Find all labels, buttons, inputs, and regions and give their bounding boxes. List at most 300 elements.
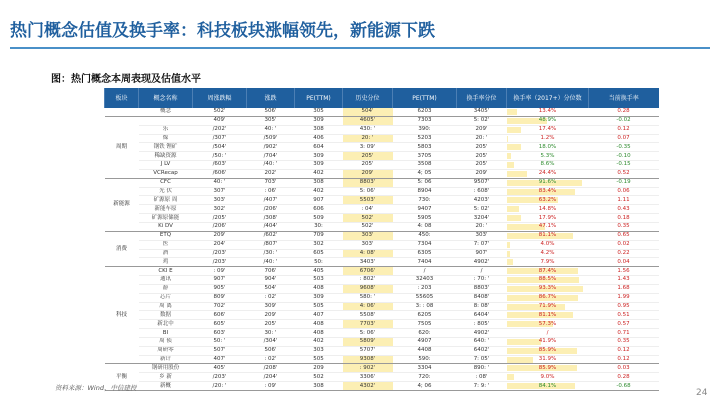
value-cell: 30:: [295, 222, 343, 231]
value-cell: 580: ': [343, 293, 393, 302]
value-cell: 6706': [343, 267, 393, 276]
turnover-percentile-cell: [507, 116, 589, 125]
value-cell: 407': [193, 355, 247, 364]
concept-name-cell: 矿源原储能: [139, 214, 193, 223]
value-cell: 5203: [393, 134, 457, 143]
value-cell: 40: ': [193, 178, 247, 187]
value-cell: 30: ': [247, 329, 295, 338]
value-cell: 20: ': [457, 222, 507, 231]
value-cell: 9308': [343, 355, 393, 364]
current-turnover-cell: 0.52: [589, 169, 659, 178]
value-cell: 5: 02': [457, 205, 507, 214]
value-cell: 7: 9: ': [457, 382, 507, 391]
value-cell: 209': [343, 169, 393, 178]
table-row[interactable]: [105, 196, 659, 205]
current-turnover-cell: 0.03: [589, 364, 659, 373]
value-cell: 408: [295, 320, 343, 329]
value-cell: 209': [193, 231, 247, 240]
value-cell: 4: 06': [343, 302, 393, 311]
value-cell: 590:: [393, 355, 457, 364]
concept-name-cell: 乡 新: [139, 373, 193, 382]
current-turnover-cell: 0.43: [589, 205, 659, 214]
value-cell: 3705: [393, 152, 457, 161]
turnover-percentile-cell: [507, 222, 589, 231]
turnover-percentile-cell: [507, 240, 589, 249]
value-cell: : 08': [457, 373, 507, 382]
value-cell: 402: [295, 337, 343, 346]
percentile-text: /: [546, 329, 549, 336]
table-row[interactable]: [105, 320, 659, 329]
current-turnover-cell: 0.02: [589, 240, 659, 249]
percentile-text: 4.0%: [540, 241, 555, 248]
turnover-percentile-cell: [507, 337, 589, 346]
value-cell: 604: [295, 143, 343, 152]
percentile-text: 91.6%: [538, 179, 557, 186]
concept-name-cell: 医: [139, 240, 193, 249]
percentile-text: 47.1%: [538, 223, 557, 230]
value-cell: 605: [295, 249, 343, 258]
table-body: [105, 108, 659, 391]
concept-valuation-table: [104, 88, 659, 391]
value-cell: 5: 06': [343, 187, 393, 196]
value-cell: 308: [295, 382, 343, 391]
table-row[interactable]: [105, 125, 659, 134]
concept-name-cell: J LV: [139, 161, 193, 170]
value-cell: 8904: [393, 187, 457, 196]
value-cell: 7505: [393, 320, 457, 329]
concept-name-cell: VCRecap: [139, 169, 193, 178]
turnover-percentile-cell: [507, 373, 589, 382]
value-cell: 407: [295, 311, 343, 320]
table-row[interactable]: [105, 178, 659, 187]
percentile-text: 31.9%: [538, 356, 557, 363]
column-header[interactable]: 换手率分位: [457, 88, 507, 108]
value-cell: /30: ': [247, 249, 295, 258]
percentile-text: 85.9%: [538, 347, 557, 354]
value-cell: 706': [247, 267, 295, 276]
sector-cell: 消费: [105, 231, 139, 266]
value-cell: 8803': [457, 284, 507, 293]
value-cell: 205': [457, 152, 507, 161]
column-header[interactable]: 周涨跌幅: [193, 88, 247, 108]
value-cell: 309: [295, 152, 343, 161]
value-cell: 205': [457, 143, 507, 152]
value-cell: /205': [193, 214, 247, 223]
value-cell: 505: [295, 355, 343, 364]
table-row[interactable]: [105, 293, 659, 302]
column-header[interactable]: 换手率（2017+）分位数: [507, 88, 589, 108]
value-cell: 205': [457, 161, 507, 170]
table-row[interactable]: [105, 329, 659, 338]
table-row[interactable]: [105, 116, 659, 125]
turnover-percentile-cell: [507, 364, 589, 373]
value-cell: 5809': [343, 337, 393, 346]
value-cell: 302': [193, 205, 247, 214]
value-cell: /603': [193, 161, 247, 170]
value-cell: 309: [295, 116, 343, 125]
value-cell: 4: 08': [343, 249, 393, 258]
concept-name-cell: 矿源原 周: [139, 196, 193, 205]
value-cell: 32403: [393, 276, 457, 285]
percentile-bar: [507, 171, 527, 177]
value-cell: 4605': [343, 116, 393, 125]
turnover-percentile-cell: [507, 267, 589, 276]
concept-name-cell: 新概: [139, 382, 193, 391]
value-cell: /203': [193, 373, 247, 382]
value-cell: 9407: [393, 205, 457, 214]
value-cell: 504': [343, 108, 393, 116]
value-cell: 703': [247, 178, 295, 187]
value-cell: /206': [247, 205, 295, 214]
turnover-percentile-cell: [507, 196, 589, 205]
percentile-text: 9.0%: [540, 373, 555, 380]
value-cell: 8803': [343, 178, 393, 187]
value-cell: /: [457, 267, 507, 276]
value-cell: /902': [247, 143, 295, 152]
table-row[interactable]: [105, 373, 659, 382]
table-row[interactable]: [105, 152, 659, 161]
table-row[interactable]: [105, 169, 659, 178]
value-cell: : 09': [247, 382, 295, 391]
value-cell: 507': [193, 346, 247, 355]
value-cell: 6305: [393, 249, 457, 258]
value-cell: 305: [295, 108, 343, 116]
current-turnover-cell: 1.43: [589, 276, 659, 285]
value-cell: 502: [295, 373, 343, 382]
table-row[interactable]: [105, 346, 659, 355]
value-cell: 55605: [393, 293, 457, 302]
figure-caption: 图：热门概念本周表现及估值水平: [51, 74, 201, 85]
turnover-percentile-cell: [507, 178, 589, 187]
table-row[interactable]: [105, 231, 659, 240]
table-row[interactable]: [105, 108, 659, 116]
value-cell: 209': [247, 311, 295, 320]
value-cell: 8408': [457, 293, 507, 302]
concept-name-cell: 周 侦: [139, 337, 193, 346]
value-cell: 3508: [393, 161, 457, 170]
turnover-percentile-cell: [507, 143, 589, 152]
value-cell: 7303: [393, 116, 457, 125]
value-cell: 205': [343, 161, 393, 170]
value-cell: /204': [247, 373, 295, 382]
value-cell: 40: ': [247, 125, 295, 134]
current-turnover-cell: 1.56: [589, 267, 659, 276]
value-cell: : 04': [343, 205, 393, 214]
percentile-bar: [507, 357, 533, 363]
percentile-text: 5.3%: [540, 152, 555, 159]
value-cell: 504': [247, 284, 295, 293]
concept-name-cell: Ki DV: [139, 222, 193, 231]
current-turnover-cell: -0.68: [589, 382, 659, 391]
value-cell: 5: 02': [457, 116, 507, 125]
sector-cell: 新能源: [105, 178, 139, 231]
percentile-text: 81.1%: [538, 311, 557, 318]
value-cell: /602': [247, 231, 295, 240]
value-cell: /509': [247, 134, 295, 143]
value-cell: 4907: [393, 337, 457, 346]
value-cell: 20: ': [343, 134, 393, 143]
value-cell: 3304: [393, 364, 457, 373]
value-cell: 907': [457, 249, 507, 258]
value-cell: 4: 08: [393, 222, 457, 231]
turnover-percentile-cell: [507, 231, 589, 240]
table-row[interactable]: [105, 267, 659, 276]
table-row[interactable]: [105, 276, 659, 285]
value-cell: 308: [295, 125, 343, 134]
value-cell: /20: ': [193, 382, 247, 391]
value-cell: 5803: [393, 143, 457, 152]
table-row[interactable]: [105, 240, 659, 249]
value-cell: 209: [295, 364, 343, 373]
value-cell: : 09': [193, 267, 247, 276]
table-header-row: [105, 88, 659, 108]
current-turnover-cell: 0.51: [589, 311, 659, 320]
table-row[interactable]: [105, 284, 659, 293]
page-number: 24: [696, 388, 708, 398]
table-row[interactable]: [105, 355, 659, 364]
table-row[interactable]: [105, 249, 659, 258]
table-row[interactable]: [105, 161, 659, 170]
column-header[interactable]: 当前换手率: [589, 88, 659, 108]
turnover-percentile-cell: [507, 302, 589, 311]
value-cell: 303': [457, 231, 507, 240]
current-turnover-cell: 0.28: [589, 373, 659, 382]
current-turnover-cell: 0.07: [589, 134, 659, 143]
value-cell: 6402': [457, 346, 507, 355]
column-header[interactable]: 历史分位: [343, 88, 393, 108]
value-cell: /308': [247, 214, 295, 223]
concept-name-cell: 钢研用股份: [139, 364, 193, 373]
percentile-bar: [507, 215, 522, 221]
percentile-text: 83.4%: [538, 188, 557, 195]
value-cell: 4902': [457, 329, 507, 338]
value-cell: 6404': [457, 311, 507, 320]
percentile-text: 57.3%: [538, 320, 557, 327]
percentile-bar: [507, 153, 511, 159]
sector-cell: [105, 108, 139, 116]
value-cell: : 06': [247, 187, 295, 196]
sector-cell: 周期: [105, 116, 139, 178]
value-cell: 6203: [393, 108, 457, 116]
percentile-text: 17.4%: [538, 126, 557, 133]
column-header[interactable]: 板块: [105, 88, 139, 108]
value-cell: 730:: [393, 196, 457, 205]
value-cell: 4408: [393, 346, 457, 355]
value-cell: /807': [247, 240, 295, 249]
concept-name-cell: 煤: [139, 134, 193, 143]
value-cell: 7404: [393, 258, 457, 267]
value-cell: /704': [247, 152, 295, 161]
percentile-text: 48.9%: [538, 117, 557, 124]
turnover-percentile-cell: [507, 320, 589, 329]
current-turnover-cell: 0.06: [589, 187, 659, 196]
current-turnover-cell: -0.35: [589, 143, 659, 152]
current-turnover-cell: 0.22: [589, 249, 659, 258]
table-row[interactable]: [105, 222, 659, 231]
value-cell: /50: ': [193, 152, 247, 161]
turnover-percentile-cell: [507, 355, 589, 364]
turnover-percentile-cell: [507, 311, 589, 320]
percentile-bar: [507, 374, 514, 380]
value-cell: : 02': [247, 355, 295, 364]
turnover-percentile-cell: [507, 382, 589, 391]
value-cell: 502': [193, 108, 247, 116]
value-cell: 505: [295, 302, 343, 311]
value-cell: 640: ': [457, 337, 507, 346]
table-row[interactable]: [105, 382, 659, 391]
page-title: 热门概念估值及换手率：科技板块涨幅领先，新能源下跌: [10, 21, 435, 41]
value-cell: 209': [457, 125, 507, 134]
value-cell: /206': [193, 222, 247, 231]
turnover-percentile-cell: [507, 187, 589, 196]
current-turnover-cell: 0.35: [589, 222, 659, 231]
value-cell: 204': [193, 240, 247, 249]
table-row[interactable]: [105, 258, 659, 267]
turnover-percentile-cell: [507, 152, 589, 161]
value-cell: : 203: [393, 284, 457, 293]
turnover-percentile-cell: [507, 161, 589, 170]
value-cell: 303': [343, 231, 393, 240]
value-cell: /208': [247, 364, 295, 373]
turnover-percentile-cell: [507, 108, 589, 116]
table-row[interactable]: [105, 337, 659, 346]
percentile-text: 17.9%: [538, 214, 557, 221]
percentile-text: 41.9%: [538, 338, 557, 345]
percentile-text: 71.9%: [538, 302, 557, 309]
table-row[interactable]: [105, 311, 659, 320]
column-header[interactable]: PE(TTM): [393, 88, 457, 108]
value-cell: /606': [193, 169, 247, 178]
percentile-bar: [507, 339, 541, 345]
percentile-text: 18.0%: [538, 143, 557, 150]
percentile-text: 24.4%: [538, 170, 557, 177]
percentile-bar: [507, 304, 566, 310]
concept-name-cell: BI: [139, 329, 193, 338]
turnover-percentile-cell: [507, 249, 589, 258]
column-header[interactable]: PE(TTM): [295, 88, 343, 108]
value-cell: 409': [193, 116, 247, 125]
table-row[interactable]: [105, 143, 659, 152]
value-cell: 390:: [393, 125, 457, 134]
table-row[interactable]: [105, 205, 659, 214]
value-cell: 7: 05': [457, 355, 507, 364]
value-cell: 3306': [343, 373, 393, 382]
value-cell: 603': [193, 329, 247, 338]
column-header[interactable]: 概念名称: [139, 88, 193, 108]
value-cell: 506': [247, 108, 295, 116]
table-row[interactable]: [105, 134, 659, 143]
table-row[interactable]: [105, 187, 659, 196]
value-cell: 406: [295, 134, 343, 143]
value-cell: 309': [247, 302, 295, 311]
table-row[interactable]: [105, 302, 659, 311]
turnover-percentile-cell: [507, 205, 589, 214]
value-cell: 9507': [457, 178, 507, 187]
percentile-text: 4.2%: [540, 249, 555, 256]
value-cell: : 02': [247, 293, 295, 302]
value-cell: 890: ': [457, 364, 507, 373]
turnover-percentile-cell: [507, 329, 589, 338]
current-turnover-cell: 0.12: [589, 125, 659, 134]
current-turnover-cell: 0.57: [589, 320, 659, 329]
concept-name-cell: 乐: [139, 125, 193, 134]
value-cell: : 805': [457, 320, 507, 329]
concept-name-cell: CFC: [139, 178, 193, 187]
value-cell: 5: 06': [343, 329, 393, 338]
current-turnover-cell: 0.18: [589, 214, 659, 223]
current-turnover-cell: 0.12: [589, 355, 659, 364]
value-cell: /304': [247, 337, 295, 346]
concept-name-cell: 新北中: [139, 320, 193, 329]
value-cell: /404': [247, 222, 295, 231]
value-cell: 3405': [457, 108, 507, 116]
current-turnover-cell: -0.02: [589, 116, 659, 125]
value-cell: 4; 05: [393, 169, 457, 178]
percentile-bar: [507, 127, 521, 133]
turnover-percentile-cell: [507, 169, 589, 178]
percentile-bar: [507, 259, 513, 265]
value-cell: 606': [193, 311, 247, 320]
turnover-percentile-cell: [507, 284, 589, 293]
value-cell: /: [393, 267, 457, 276]
value-cell: 503: [295, 276, 343, 285]
percentile-text: 14.8%: [538, 205, 557, 212]
value-cell: 809': [193, 293, 247, 302]
percentile-bar: [507, 242, 510, 248]
value-cell: /40: ': [247, 161, 295, 170]
current-turnover-cell: -0.19: [589, 178, 659, 187]
value-cell: 408: [295, 329, 343, 338]
value-cell: /40: ': [247, 258, 295, 267]
value-cell: 5508': [343, 311, 393, 320]
value-cell: 720:: [393, 373, 457, 382]
value-cell: 3403': [343, 258, 393, 267]
value-cell: 205': [343, 152, 393, 161]
percentile-bar: [507, 206, 519, 212]
value-cell: 202': [247, 169, 295, 178]
table-row[interactable]: [105, 364, 659, 373]
concept-name-cell: 稀缺资源: [139, 152, 193, 161]
value-cell: 20: ': [457, 134, 507, 143]
value-cell: 506': [247, 346, 295, 355]
concept-name-cell: ETQ: [139, 231, 193, 240]
value-cell: 6205: [393, 311, 457, 320]
percentile-text: 63.2%: [538, 196, 557, 203]
value-cell: 905': [193, 284, 247, 293]
value-cell: 408: [295, 284, 343, 293]
current-turnover-cell: -0.15: [589, 161, 659, 170]
concept-name-cell: 周研零: [139, 346, 193, 355]
value-cell: /202': [193, 125, 247, 134]
value-cell: 9608': [343, 284, 393, 293]
column-header[interactable]: 涨跌: [247, 88, 295, 108]
value-cell: 303: [295, 346, 343, 355]
value-cell: 3: 09': [343, 143, 393, 152]
table-row[interactable]: [105, 214, 659, 223]
value-cell: 4; 06: [393, 382, 457, 391]
value-cell: : 902': [343, 364, 393, 373]
concept-name-cell: [139, 116, 193, 125]
value-cell: 205': [247, 320, 295, 329]
turnover-percentile-cell: [507, 125, 589, 134]
value-cell: 502': [343, 214, 393, 223]
turnover-percentile-cell: [507, 276, 589, 285]
percentile-bar: [507, 109, 518, 115]
turnover-percentile-cell: [507, 293, 589, 302]
value-cell: 3: : 08: [393, 302, 457, 311]
value-cell: 450:: [393, 231, 457, 240]
value-cell: : 608': [457, 187, 507, 196]
